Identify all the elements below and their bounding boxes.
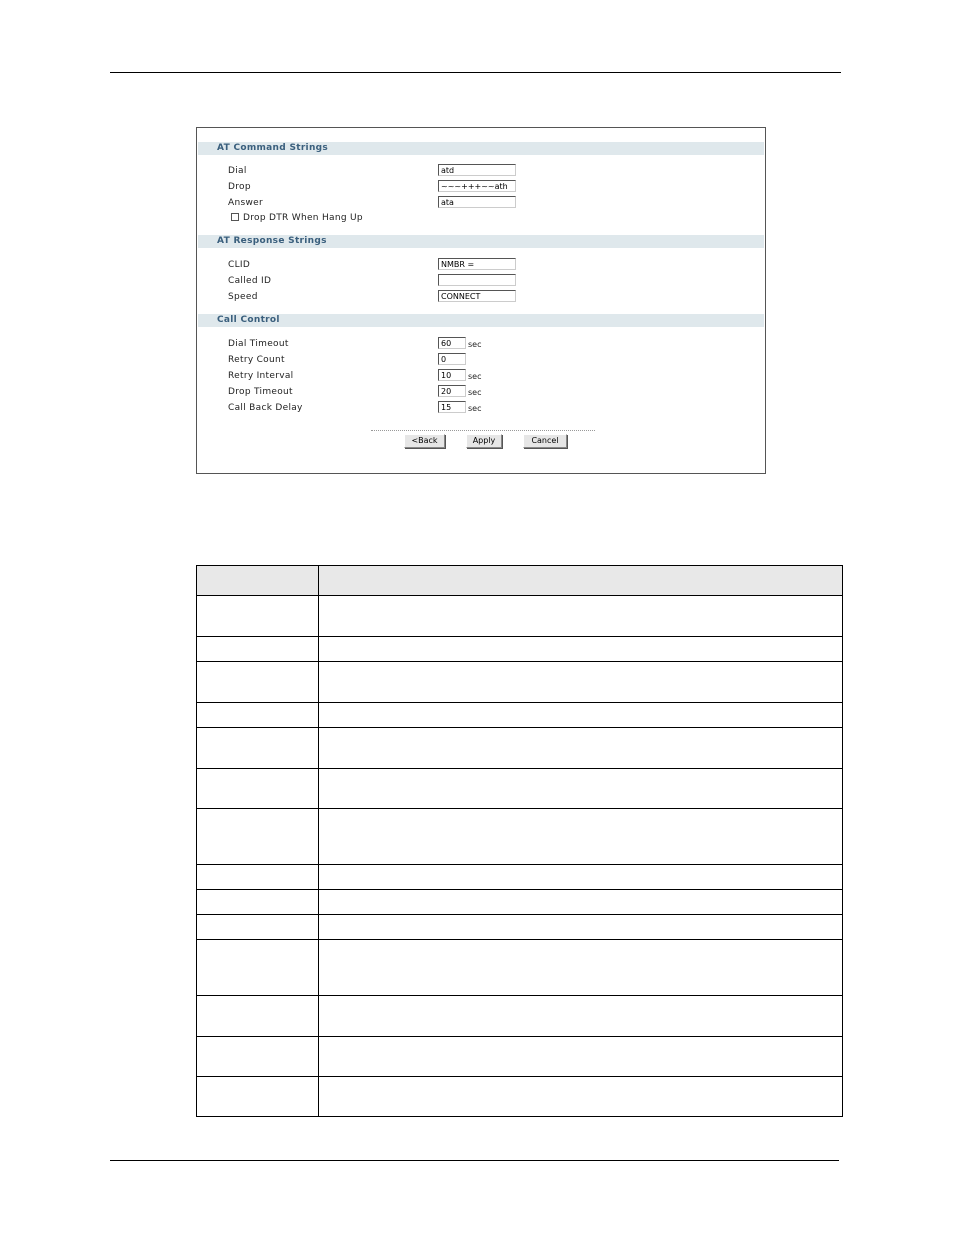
table-header-row	[197, 566, 843, 596]
speed-input[interactable]: CONNECT	[438, 290, 516, 302]
dial-timeout-input[interactable]: 60	[438, 337, 466, 349]
call-back-delay-input[interactable]: 15	[438, 401, 466, 413]
call-back-delay-label: Call Back Delay	[228, 403, 303, 413]
table-row	[197, 596, 843, 637]
answer-input[interactable]: ata	[438, 196, 516, 208]
modem-settings-panel	[196, 127, 766, 474]
back-button[interactable]: <Back	[404, 434, 445, 448]
retry-interval-unit: sec	[468, 372, 482, 381]
table-row	[197, 809, 843, 865]
dial-timeout-unit: sec	[468, 340, 482, 349]
header-rule	[110, 72, 841, 73]
drop-input[interactable]: ~~~+++~~ath	[438, 180, 516, 192]
clid-input[interactable]: NMBR =	[438, 258, 516, 270]
table-row	[197, 996, 843, 1037]
section-header-call-control: Call Control	[198, 314, 764, 327]
speed-label: Speed	[228, 292, 258, 302]
drop-label: Drop	[228, 182, 251, 192]
dial-label: Dial	[228, 166, 247, 176]
drop-timeout-unit: sec	[468, 388, 482, 397]
retry-interval-label: Retry Interval	[228, 371, 294, 381]
called-id-label: Called ID	[228, 276, 272, 286]
table-row	[197, 637, 843, 662]
table-row	[197, 940, 843, 996]
dial-input[interactable]: atd	[438, 164, 516, 176]
clid-label: CLID	[228, 260, 251, 270]
table-row	[197, 865, 843, 890]
table-row	[197, 1037, 843, 1077]
table-row	[197, 703, 843, 728]
drop-timeout-input[interactable]: 20	[438, 385, 466, 397]
section-header-at-command: AT Command Strings	[198, 142, 764, 155]
table-row	[197, 662, 843, 703]
call-back-delay-unit: sec	[468, 404, 482, 413]
cancel-button[interactable]: Cancel	[523, 434, 567, 448]
called-id-input[interactable]	[438, 274, 516, 286]
field-description-table	[196, 565, 843, 1117]
button-divider	[371, 430, 595, 431]
footer-rule	[110, 1160, 839, 1161]
retry-interval-input[interactable]: 10	[438, 369, 466, 381]
table-row	[197, 890, 843, 915]
table-row	[197, 1077, 843, 1117]
apply-button[interactable]: Apply	[466, 434, 502, 448]
section-header-at-response: AT Response Strings	[198, 235, 764, 248]
dial-timeout-label: Dial Timeout	[228, 339, 289, 349]
table-row	[197, 915, 843, 940]
drop-dtr-checkbox[interactable]	[231, 213, 239, 221]
table-row	[197, 728, 843, 769]
drop-dtr-label: Drop DTR When Hang Up	[243, 213, 363, 223]
drop-timeout-label: Drop Timeout	[228, 387, 293, 397]
table-row	[197, 769, 843, 809]
answer-label: Answer	[228, 198, 263, 208]
retry-count-input[interactable]: 0	[438, 353, 466, 365]
retry-count-label: Retry Count	[228, 355, 285, 365]
